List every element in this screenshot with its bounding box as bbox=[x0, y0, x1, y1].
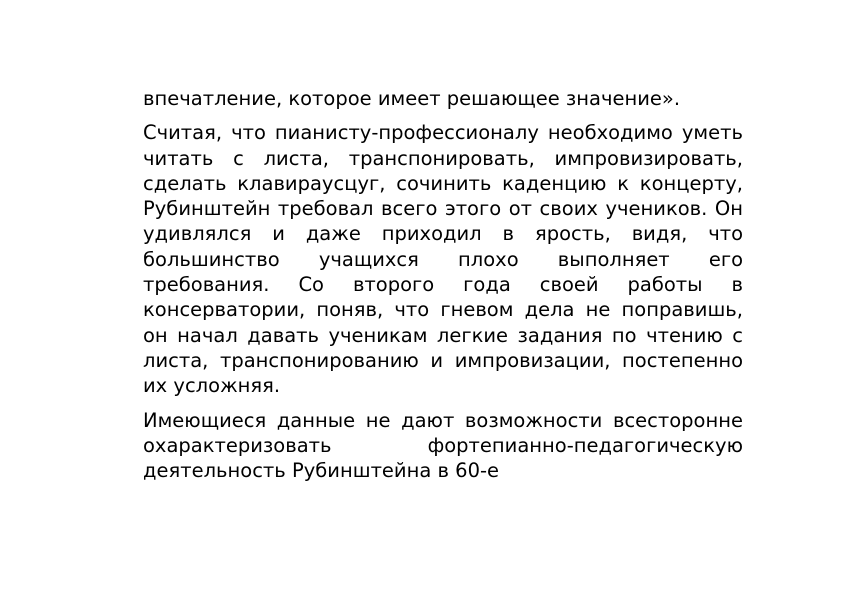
paragraph-1: впечатление, которое имеет решающее значение». bbox=[143, 87, 681, 110]
paragraph-2: Считая, что пианисту-профессионалу необходимо уметь читать с листа, транспонировать, импровизировать, сделать клавираусцуг, сочинить каденцию к концерту, Рубинштейн требовал всего этого от своих учеников. Он удивлялся и даже приходил в ярость, видя, что большинство учащихся плохо выполняет его требования. Со второго года своей работы в консерватории, поняв, что гневом дела не поправишь, он начал давать ученикам легкие задания по чтению с листа, транспонированию и импровизации, постепенно их усложняя. bbox=[143, 121, 743, 398]
body-text bbox=[143, 86, 743, 492]
paragraph-3: Имеющиеся данные не дают возможности всесторонне охарактеризовать фортепианно-педагогическую деятельность Рубинштейна в 60-е bbox=[143, 408, 743, 483]
